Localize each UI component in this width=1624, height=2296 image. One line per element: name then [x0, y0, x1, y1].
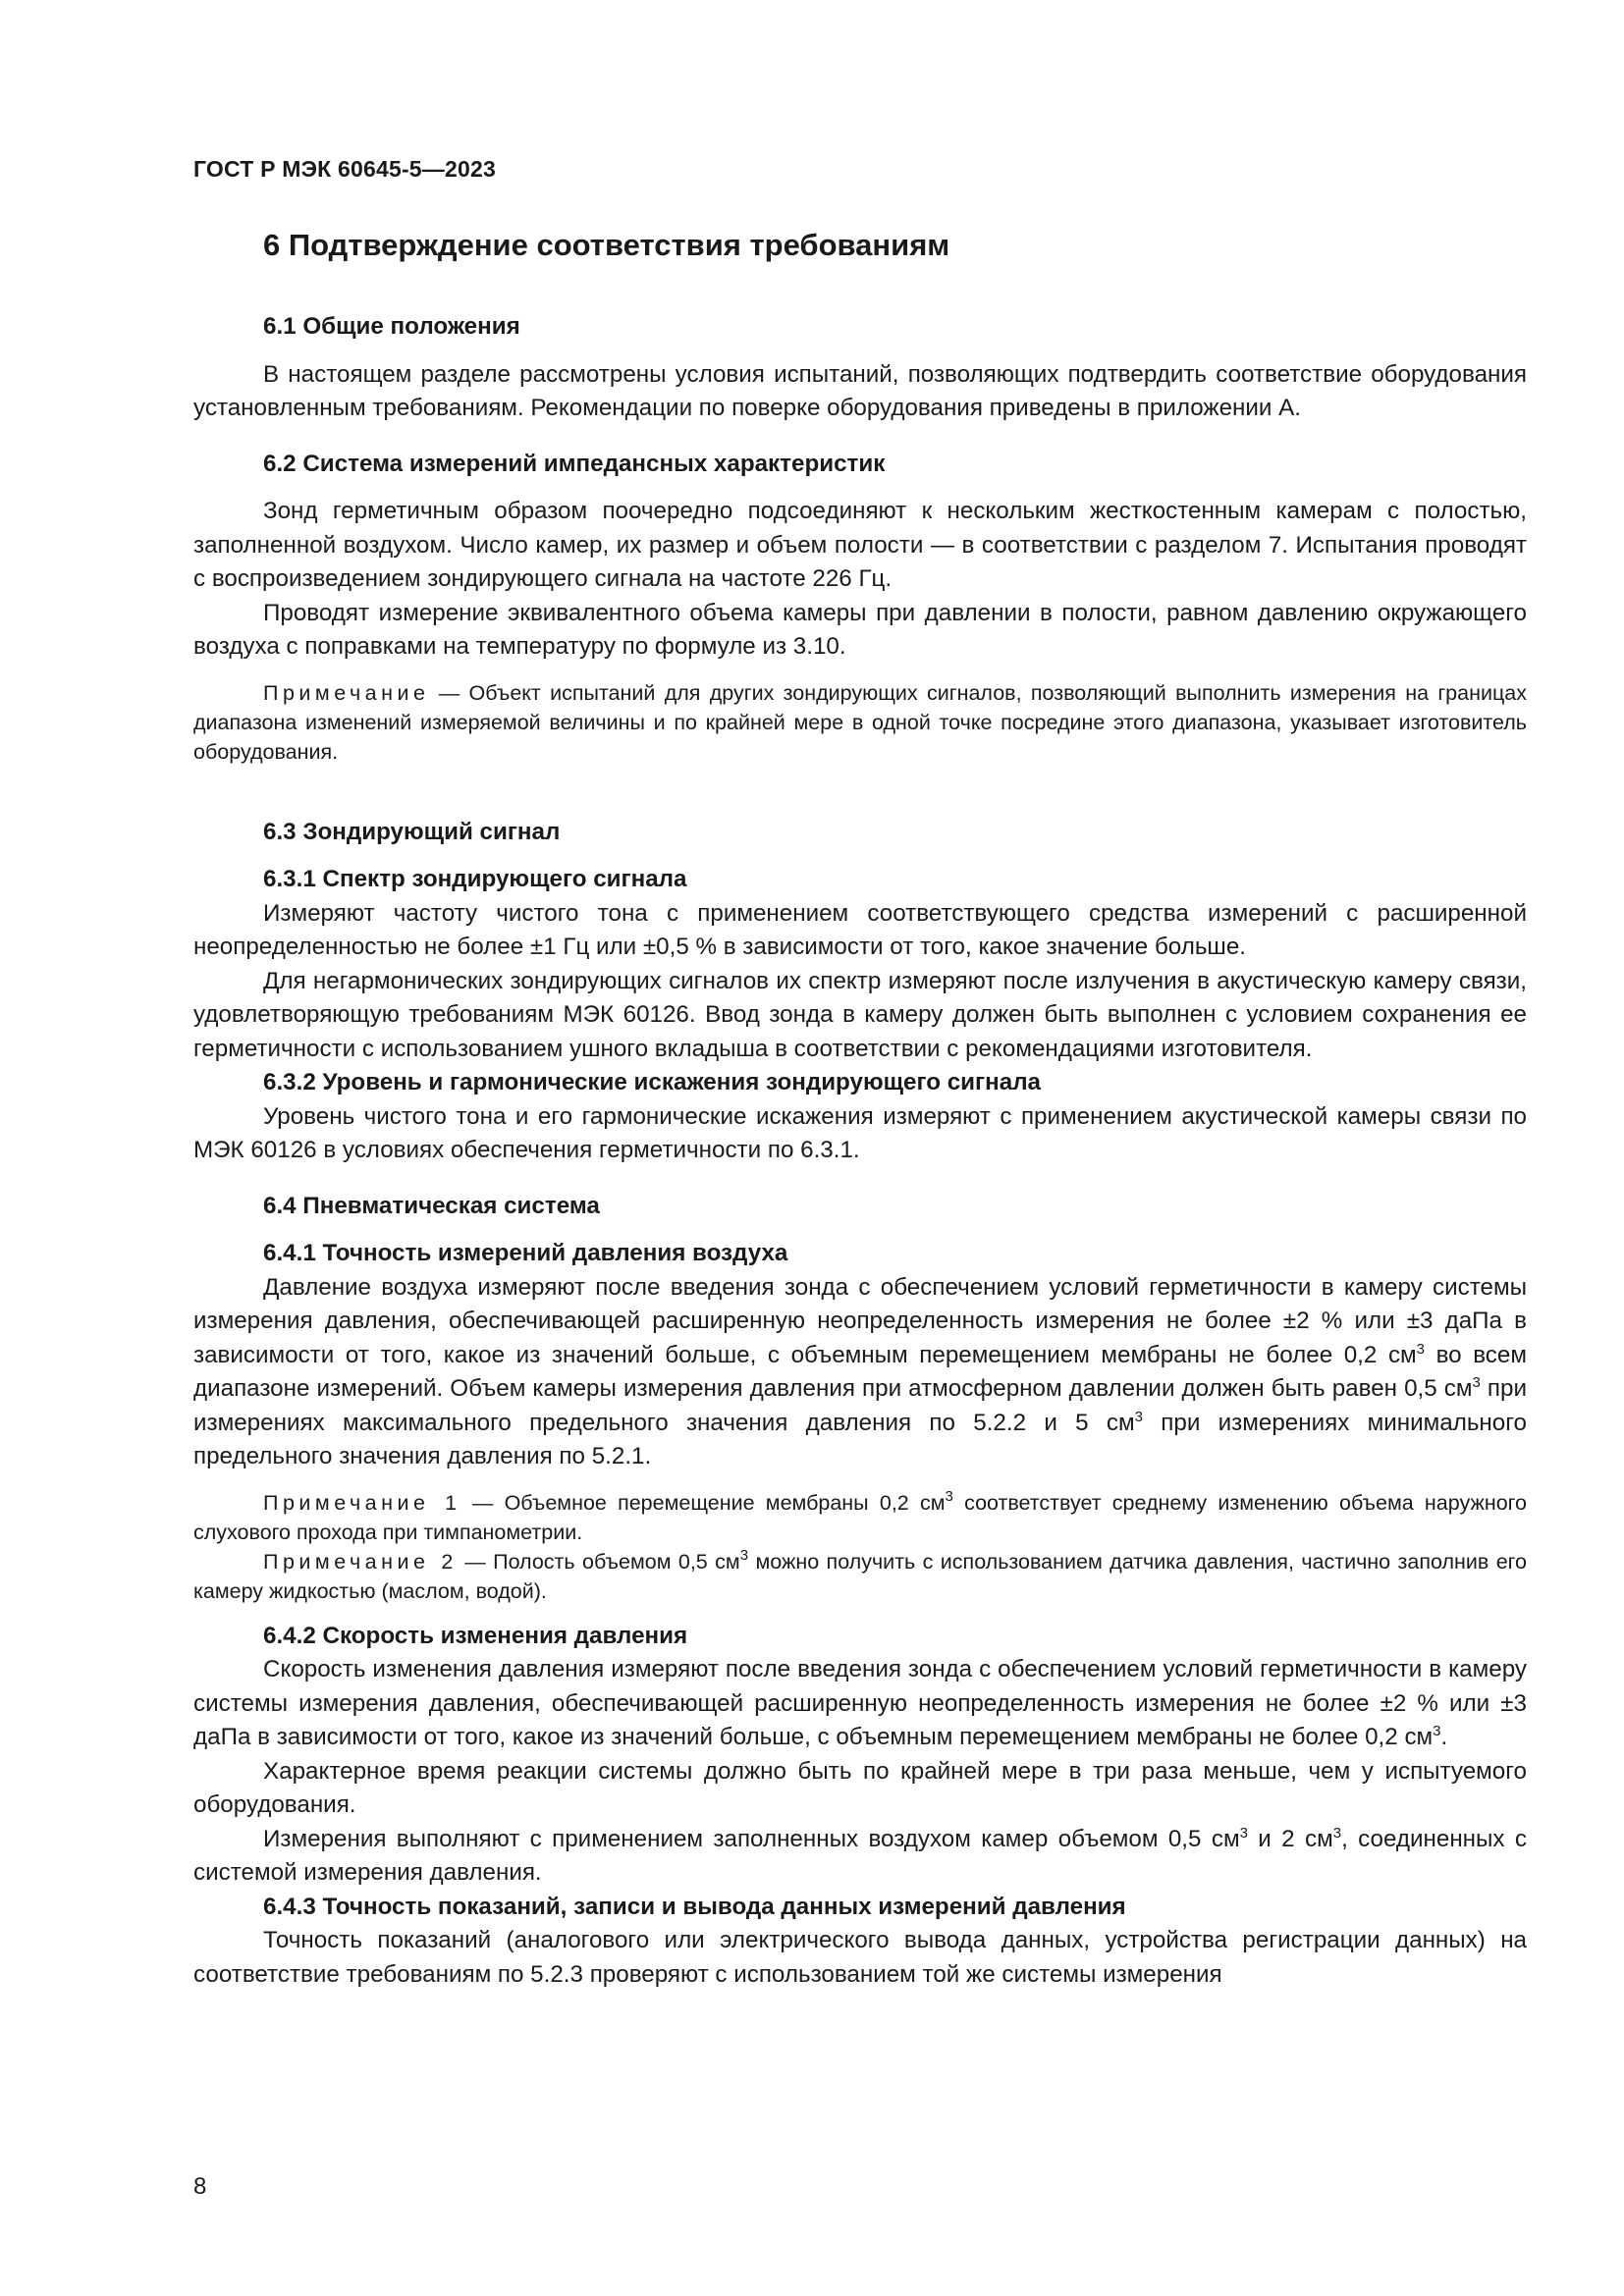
heading-6-3-2: 6.3.2 Уровень и гармонические искажения зондирующего сигнала	[263, 1069, 1042, 1095]
heading-6-4-3: 6.4.3 Точность показаний, записи и вывода данных измерений давления	[263, 1893, 1126, 1920]
document-body	[193, 310, 1527, 1992]
text-run: Скорость изменения давления измеряют после введения зонда с обеспечением условий герметичности в камеру системы измерения давления, обеспечивающей расширенную неопределенность измерения не более ±2 % или ±3 даПа в зависимости от того, какое из значений больше, с объемным перемещением мембраны не более 0,2 см	[193, 1656, 1527, 1750]
paragraph-6-3-1-1: Измеряют частоту чистого тона с применением соответствующего средства измерений с расширенной неопределенностью не более ±1 Гц или ±0,5 % в зависимости от того, какое значение больше.	[193, 899, 1527, 960]
note-label: Примечание 1	[263, 1490, 461, 1515]
superscript: 3	[1472, 1374, 1481, 1391]
heading-6-4-1: 6.4.1 Точность измерений давления воздуха	[263, 1240, 788, 1266]
paragraph-6-3-2-1: Уровень чистого тона и его гармонические искажения измеряют с применением акустической камеры связи по МЭК 60126 в условиях обеспечения герметичности по 6.3.1.	[193, 1102, 1527, 1163]
text-run: во всем диапазоне измерений. Объем камеры измерения давления при атмосферном давлении должен быть равен 0,5 см	[193, 1341, 1527, 1402]
paragraph-6-2-2: Проводят измерение эквивалентного объема камеры при давлении в полости, равном давлению окружающего воздуха с поправками на температуру по формуле из 3.10.	[193, 599, 1527, 660]
heading-6-4-2: 6.4.2 Скорость изменения давления	[263, 1622, 688, 1649]
superscript: 3	[1416, 1340, 1426, 1358]
superscript: 3	[945, 1487, 953, 1505]
text-run: соответствует среднему изменению объема наружного слухового прохода при тимпанометрии.	[193, 1490, 1527, 1544]
heading-6-1: 6.1 Общие положения	[263, 313, 520, 340]
text-run: и 2 см	[1247, 1825, 1333, 1852]
paragraph-6-4-1-1	[193, 1271, 1527, 1474]
heading-6-3: 6.3 Зондирующий сигнал	[263, 818, 561, 845]
superscript: 3	[1239, 1824, 1248, 1842]
paragraph-6-4-2-2: Характерное время реакции системы должно быть по крайней мере в три раза меньше, чем у испытуемого оборудования.	[193, 1757, 1527, 1818]
text-run: Давление воздуха измеряют после введения зонда с обеспечением условий герметичности в камеру системы измерения давления, обеспечивающей расширенную неопределенность измерения не более ±2 % или ±3 даПа в зависимости от того, какое из значений больше, с объемным перемещением мембраны не более 0,2 см	[193, 1273, 1527, 1368]
text-run: — Полость объемом 0,5 см	[457, 1549, 740, 1574]
text-run: , соединенных с системой измерения давления.	[193, 1825, 1527, 1886]
superscript: 3	[1433, 1723, 1441, 1739]
section-title: 6 Подтверждение соответствия требованиям	[263, 228, 950, 262]
note-6-2	[193, 678, 1527, 767]
heading-6-3-1: 6.3.1 Спектр зондирующего сигнала	[263, 866, 687, 892]
document-code-header: ГОСТ Р МЭК 60645-5—2023	[193, 156, 496, 182]
superscript: 3	[1332, 1824, 1342, 1842]
note-label: Примечание 2	[263, 1549, 458, 1574]
text-run: при измерениях максимального предельного значения давления по 5.2.2 и 5 см	[193, 1375, 1527, 1436]
superscript: 3	[1134, 1408, 1143, 1425]
text-run: .	[1440, 1724, 1448, 1750]
note-6-4-1-2	[193, 1547, 1527, 1606]
text-run: при измерениях минимального предельного значения давления по 5.2.1.	[193, 1409, 1527, 1469]
note-text: — Объект испытаний для других зондирующих сигналов, позволяющий выполнить измерения на границах диапазона изменений измеряемой величины и по крайней мере в одной точке посредине этого диапазона, указывает изготовитель оборудования.	[193, 680, 1527, 764]
text-run: — Объемное перемещение мембраны 0,2 см	[460, 1490, 946, 1515]
paragraph-6-2-1: Зонд герметичным образом поочередно подсоединяют к нескольким жесткостенным камерам с полостью, заполненной воздухом. Число камер, их размер и объем полости — в соответствии с разделом 7. Испытания проводят с воспроизведением зондирующего сигнала на частоте 226 Гц.	[193, 498, 1527, 592]
paragraph-6-1-1: В настоящем разделе рассмотрены условия испытаний, позволяющих подтвердить соответствие оборудования установленным требованиям. Рекомендации по поверке оборудования приведены в приложении А.	[193, 360, 1527, 421]
note-6-4-1-1	[193, 1488, 1527, 1547]
paragraph-6-4-3-1: Точность показаний (аналогового или электрического вывода данных, устройства регистрации данных) на соответствие требованиям по 5.2.3 проверяют с использованием той же системы измерения	[193, 1927, 1527, 1988]
note-label: Примечание	[263, 680, 430, 705]
text-run: можно получить с использованием датчика давления, частично заполнив его камеру жидкостью (маслом, водой).	[193, 1549, 1527, 1603]
heading-6-2: 6.2 Система измерений импедансных характеристик	[263, 450, 886, 477]
heading-6-4: 6.4 Пневматическая система	[263, 1192, 600, 1219]
superscript: 3	[739, 1546, 749, 1564]
text-run: Измерения выполняют с применением заполненных воздухом камер объемом 0,5 см	[263, 1825, 1240, 1852]
paragraph-6-4-2-1	[193, 1653, 1527, 1755]
paragraph-6-3-1-2: Для негармонических зондирующих сигналов их спектр измеряют после излучения в акустическую камеру связи, удовлетворяющую требованиям МЭК 60126. Ввод зонда в камеру должен быть выполнен с условием сохранения ее герметичности с использованием ушного вкладыша в соответствии с рекомендациями изготовителя.	[193, 967, 1527, 1062]
page-number: 8	[193, 2173, 207, 2200]
paragraph-6-4-2-3	[193, 1823, 1527, 1891]
